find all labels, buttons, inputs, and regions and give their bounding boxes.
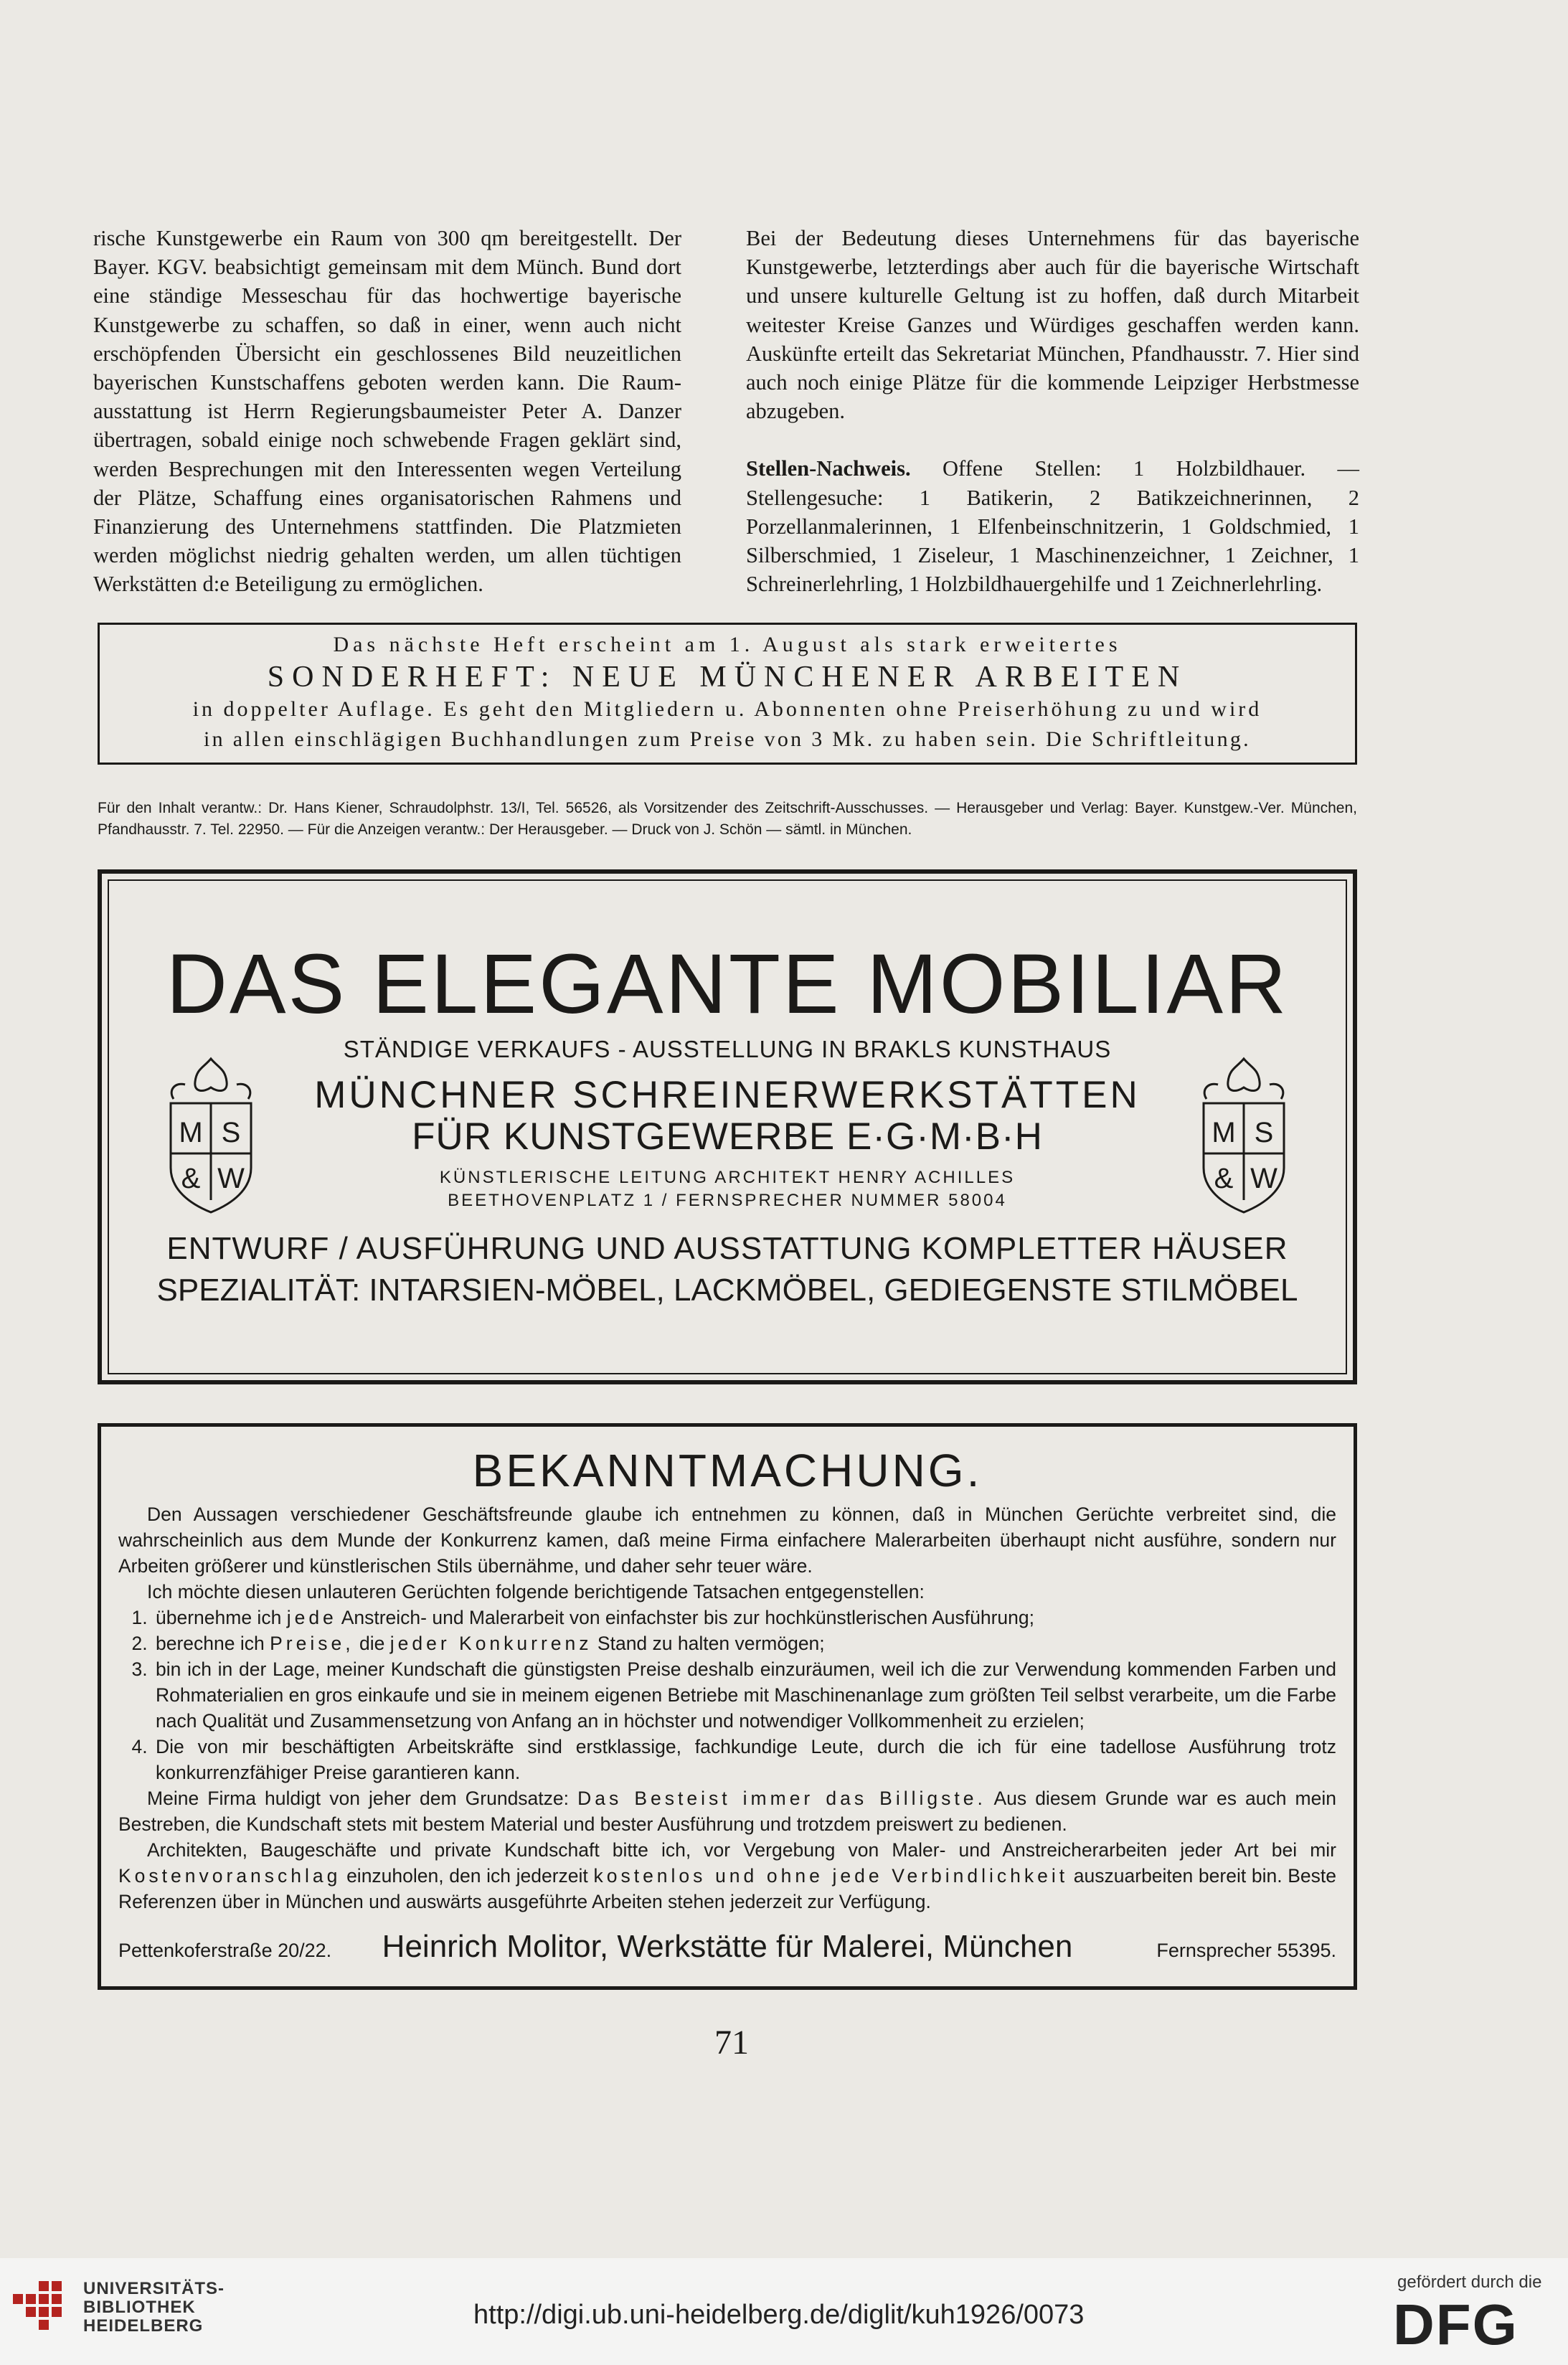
bekanntmachung-footer (118, 1930, 1336, 1965)
notice-line2: SONDERHEFT: NEUE MÜNCHENER ARBEITEN (267, 661, 1188, 694)
left-column (93, 224, 681, 599)
list-item: 3. bin ich in der Lage, meiner Kundschaft die günstigsten Preise deshalb einzuräumen, weil ich die zur Verwendung kommenden Farben und Rohmaterialien en gros einkaufe und sie in meinem eigenen Betriebe mit Maschinenanlage zum größten Teil selbst verarbeite, um die Farbe nach Qualität und Zusammensetzung von Anfang an in höchster und notwendiger Vollkommenheit zu erzielen; (153, 1656, 1336, 1734)
crest-letter-s: S (1254, 1117, 1274, 1148)
crest-letter-amp: & (1214, 1163, 1234, 1194)
dfg-logo-text: DFG (1393, 2295, 1519, 2350)
university-library-logo-icon (9, 2272, 73, 2337)
ad-mobiliar-firm-line1: MÜNCHNER SCHREINERWERKSTÄTTEN (314, 1074, 1140, 1116)
bekanntmachung-street: Pettenkoferstraße 20/22. (118, 1940, 332, 1961)
list-item: 4. Die von mir beschäftigten Arbeitskräfte sind erstklassige, fachkundige Leute, durch die ich für eine tadellose Ausführung trotz konkurrenzfähiger Preise garantieren kann. (153, 1734, 1336, 1785)
sonderheft-notice (98, 623, 1357, 765)
bekanntmachung-signature: Heinrich Molitor, Werkstätte für Malerei, München (382, 1929, 1073, 1964)
notice-line4: in allen einschlägigen Buchhandlungen zum Preise von 3 Mk. zu haben sein. Die Schriftleitung. (204, 727, 1251, 751)
notice-line1: Das nächste Heft erscheint am 1. August als stark erweitertes (333, 633, 1122, 656)
bekanntmachung-list (118, 1605, 1336, 1785)
library-line2: BIBLIOTHEK (83, 2298, 196, 2317)
ad-mobiliar-title: DAS ELEGANTE MOBILIAR (166, 937, 1289, 1032)
msw-crest-icon (154, 1053, 268, 1218)
ad-mobiliar (98, 869, 1357, 1384)
ad-bekanntmachung (98, 1423, 1357, 1990)
permalink-url[interactable]: http://digi.ub.uni-heidelberg.de/diglit/kuh1926/0073 (473, 2300, 1085, 2330)
crest-letter-w: W (217, 1163, 245, 1194)
bekanntmachung-lead: Ich möchte diesen unlauteren Gerüchten folgende berichtigende Tatsachen entgegenstellen: (147, 1581, 925, 1602)
crest-letter-w: W (1250, 1163, 1277, 1194)
list-item: 2. berechne ich Preise, die jeder Konkurrenz Stand zu halten vermögen; (153, 1630, 1336, 1656)
crest-letter-amp: & (181, 1163, 201, 1194)
ad-bekanntmachung-body (118, 1501, 1336, 1915)
crest-letter-s: S (221, 1117, 241, 1148)
left-column-text: rische Kunstgewerbe ein Raum von 300 qm bereitgestellt. Der Bayer. KGV. beabsichtigt gemeinsam mit dem Münch. Bund dort eine ständige Messeschau für das hochwertige bayerische Kunstgewerbe zu schaffen, so daß in einer, wenn auch nicht erschöpfenden Übersicht ein geschlossenes Bild neuzeitlichen bayerischen Kunstschaffens geboten werden kann. Die Raum-ausstattung ist Herrn Regierungsbaumeister Peter A. Danzer übertragen, sobald einige noch schwebende Fragen geklärt sind, werden Besprechungen mit den Interessenten wegen Verteilung der Plätze, Schaffung eines organisatorischen Rahmens und Finanzierung des Unternehmens stattfinden. Die Platzmieten werden möglichst niedrig gehalten werden, um allen tüchtigen Werkstätten d:e Beteiligung zu ermöglichen. (93, 226, 681, 597)
university-library-name (83, 2280, 225, 2336)
list-item: 1. übernehme ich jede Anstreich- und Malerarbeit von einfachster bis zur hochkünstlerischen Ausführung; (153, 1605, 1336, 1630)
page-number: 71 (714, 2024, 749, 2062)
ad-mobiliar-spezialitaet: SPEZIALITÄT: INTARSIEN-MÖBEL, LACKMÖBEL, GEDIEGENSTE STILMÖBEL (156, 1273, 1298, 1308)
dfg-logo-icon (1392, 2295, 1546, 2350)
stellen-nachweis (746, 454, 1359, 598)
right-column-para1: Bei der Bedeutung dieses Unternehmens für das bayerische Kunstgewerbe, letzterdings aber auch für die bayerische Wirtschaft und unsere kulturelle Geltung ist zu hoffen, daß durch Mitarbeit weitester Kreise Ganzes und Würdiges geschaffen werden kann. Auskünfte erteilt das Sekretariat München, Pfandhausstr. 7. Hier sind auch noch einige Plätze für die kommende Leipziger Herbstmesse abzugeben. (746, 226, 1359, 424)
funded-by-caption: gefördert durch die (1397, 2272, 1542, 2292)
bekanntmachung-grundsatz: Meine Firma huldigt von jeher dem Grundsatze: Das Besteist immer das Billigste. Aus diesem Grunde war es auch mein Bestreben, die Kundschaft stets mit bestem Material und bester Ausführung und trotzdem preiswert zu bedienen. (118, 1788, 1337, 1835)
stellen-heading: Stellen-Nachweis. (746, 456, 911, 481)
library-line1: UNIVERSITÄTS- (83, 2279, 225, 2298)
notice-line3: in doppelter Auflage. Es geht den Mitgliedern u. Abonnenten ohne Preiserhöhung zu und wird (192, 697, 1262, 721)
imprint-text: Für den Inhalt verantw.: Dr. Hans Kiener, Schraudolphstr. 13/I, Tel. 56526, als Vorsitzender des Zeitschrift-Ausschusses. — Herausgeber und Verlag: Bayer. Kunstgew.-Ver. München, Pfandhausstr. 7. Tel. 22950. — Für die Anzeigen verantw.: Der Herausgeber. — Druck von J. Schön — sämtl. in München. (98, 800, 1357, 838)
msw-crest-icon (1186, 1053, 1301, 1218)
ad-mobiliar-address: BEETHOVENPLATZ 1 / FERNSPRECHER NUMMER 58004 (448, 1191, 1007, 1210)
right-column (746, 224, 1359, 598)
ad-mobiliar-firm-line2: FÜR KUNSTGEWERBE E·G·M·B·H (412, 1115, 1043, 1158)
bekanntmachung-intro: Den Aussagen verschiedener Geschäftsfreunde glaube ich entnehmen zu können, daß in München Gerüchte verbreitet sind, die wahrscheinlich aus dem Munde der Konkurrenz kamen, daß meine Firma einfachere Malerarbeiten überhaupt nicht ausführe, sondern nur Arbeiten größerer und künstlerischen Stils übernähme, und daher sehr teuer wäre. (118, 1504, 1336, 1577)
library-line3: HEIDELBERG (83, 2316, 204, 2336)
stellen-text: Offene Stellen: 1 Holzbildhauer. — Stellengesuche: 1 Batikerin, 2 Batikzeichnerinnen, 2 Porzellanmalerinnen, 1 Elfenbeinschnitzerin, 1 Goldschmied, 1 Silberschmied, 1 Ziseleur, 1 Maschinenzeichner, 1 Zeichner, 1 Schreinerlehrling, 1 Holzbildhauergehilfe und 1 Zeichnerlehrling. (746, 456, 1359, 597)
ad-mobiliar-subtitle: STÄNDIGE VERKAUFS - AUSSTELLUNG IN BRAKLS KUNSTHAUS (343, 1036, 1112, 1062)
bekanntmachung-closing: Architekten, Baugeschäfte und private Kundschaft bitte ich, vor Vergebung von Maler- und Anstreicherarbeiten jeder Art bei mir Kostenvoranschlag einzuholen, den ich jederzeit kostenlos und ohne jede Verbindlichkeit auszuarbeiten bereit bin. Beste Referenzen über in München und auswärts ausgeführte Arbeiten stehen jederzeit zur Verfügung. (118, 1839, 1336, 1912)
ad-bekanntmachung-title: BEKANNTMACHUNG. (472, 1445, 983, 1496)
imprint (98, 798, 1357, 841)
crest-letter-m: M (179, 1117, 203, 1148)
ad-mobiliar-leitung: KÜNSTLERISCHE LEITUNG ARCHITEKT HENRY ACHILLES (439, 1168, 1016, 1187)
crest-letter-m: M (1212, 1117, 1236, 1148)
bekanntmachung-phone: Fernsprecher 55395. (1156, 1940, 1336, 1961)
ad-mobiliar-entwurf: ENTWURF / AUSFÜHRUNG UND AUSSTATTUNG KOMPLETTER HÄUSER (166, 1231, 1288, 1266)
